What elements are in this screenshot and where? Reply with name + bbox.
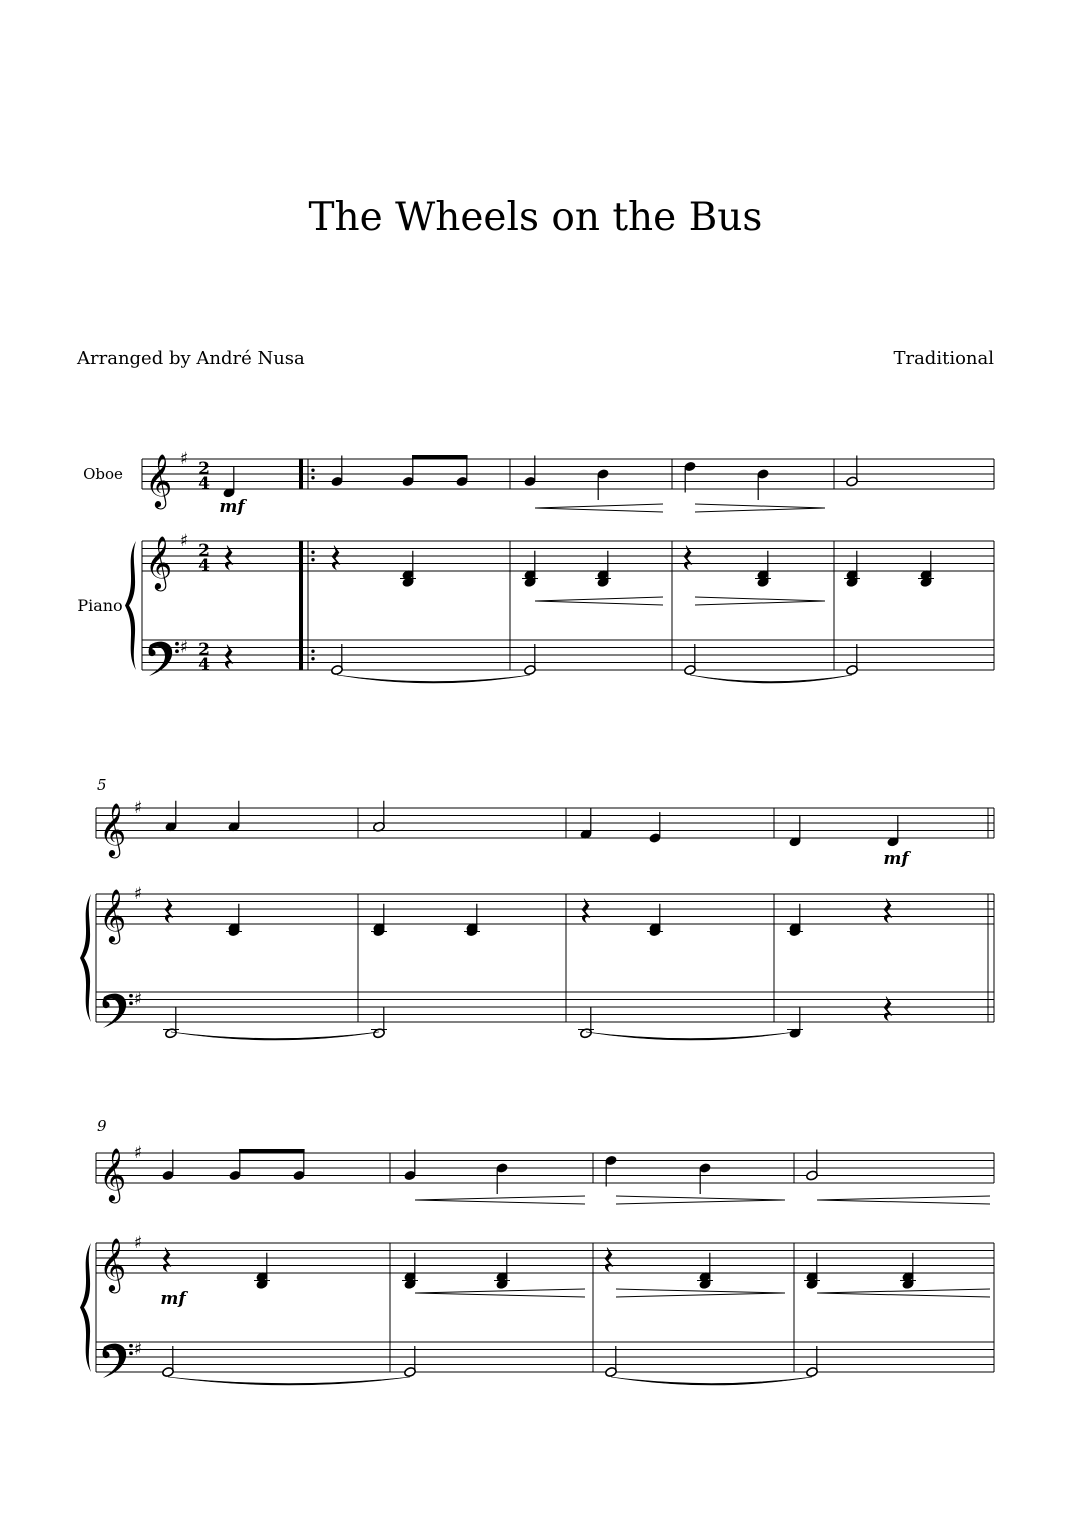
key-sharp: ♯ [179, 531, 189, 551]
tie [690, 675, 852, 683]
measure-number: 9 [97, 1117, 107, 1135]
measure-number: 5 [97, 776, 107, 794]
treble-clef: 𝄞 [99, 802, 127, 856]
tie [611, 1377, 812, 1385]
diminuendo [695, 601, 825, 605]
crescendo [535, 597, 663, 601]
crescendo [817, 1196, 990, 1200]
crescendo [535, 508, 663, 512]
crescendo [415, 1293, 585, 1297]
tie [586, 1032, 795, 1040]
quarter-rest [225, 645, 233, 669]
diminuendo [616, 1289, 785, 1293]
piano-brace [80, 1243, 91, 1372]
crescendo [535, 504, 663, 508]
quarter-rest [163, 1248, 171, 1272]
treble-clef: 𝄞 [99, 1147, 127, 1201]
quarter-rest [605, 1248, 613, 1272]
crescendo [415, 1196, 585, 1200]
dynamic-mf: mf [883, 849, 909, 869]
repeat-dot [311, 657, 314, 660]
repeat-dot [311, 558, 314, 561]
time-sig-top: 2 [198, 640, 210, 660]
diminuendo [695, 504, 825, 508]
time-sig-top: 2 [198, 459, 210, 479]
piano-brace [125, 541, 136, 670]
diminuendo [695, 508, 825, 512]
tie [337, 675, 530, 683]
key-sharp: ♯ [133, 1339, 143, 1360]
crescendo [817, 1289, 990, 1293]
key-sharp: ♯ [133, 798, 143, 818]
time-sig-bottom: 4 [198, 655, 210, 675]
treble-clef: 𝄞 [145, 453, 173, 507]
crescendo [817, 1293, 990, 1297]
diminuendo [616, 1200, 785, 1204]
arranger-credit: Arranged by André Nusa [77, 348, 305, 369]
crescendo [535, 601, 663, 605]
beam [239, 1149, 305, 1153]
quarter-rest [684, 546, 692, 570]
piano-brace [80, 894, 91, 1022]
instrument-label-oboe: Oboe [83, 465, 123, 483]
diminuendo [616, 1196, 785, 1200]
score-title: The Wheels on the Bus [308, 195, 763, 240]
repeat-dot [311, 650, 314, 653]
composer-credit: Traditional [893, 348, 994, 369]
treble-clef: 𝄞 [145, 535, 173, 589]
quarter-rest [165, 899, 173, 923]
crescendo [415, 1200, 585, 1204]
dynamic-mf: mf [219, 497, 245, 517]
time-sig-bottom: 4 [198, 556, 210, 576]
bass-clef [103, 1344, 133, 1378]
quarter-rest [332, 546, 340, 570]
treble-clef: 𝄞 [99, 888, 127, 942]
key-sharp: ♯ [133, 884, 143, 904]
crescendo [817, 1200, 990, 1204]
diminuendo [616, 1293, 785, 1297]
time-sig-top: 2 [198, 541, 210, 561]
beam [412, 455, 468, 459]
repeat-dot [311, 469, 314, 472]
key-sharp: ♯ [133, 989, 143, 1010]
quarter-rest [884, 899, 892, 923]
time-sig-bottom: 4 [198, 474, 210, 494]
crescendo [415, 1289, 585, 1293]
key-sharp: ♯ [179, 637, 189, 658]
diminuendo [695, 597, 825, 601]
dynamic-mf: mf [160, 1289, 186, 1309]
treble-clef: 𝄞 [99, 1237, 127, 1291]
quarter-rest [225, 546, 233, 570]
key-sharp: ♯ [133, 1143, 143, 1163]
key-sharp: ♯ [133, 1233, 143, 1253]
repeat-dot [311, 476, 314, 479]
bass-clef [149, 642, 179, 676]
quarter-rest [884, 997, 892, 1021]
quarter-rest [582, 899, 590, 923]
repeat-dot [311, 551, 314, 554]
tie [171, 1032, 379, 1040]
bass-clef [103, 994, 133, 1028]
instrument-label-piano: Piano [77, 596, 123, 615]
tie [168, 1377, 410, 1385]
key-sharp: ♯ [179, 449, 189, 469]
